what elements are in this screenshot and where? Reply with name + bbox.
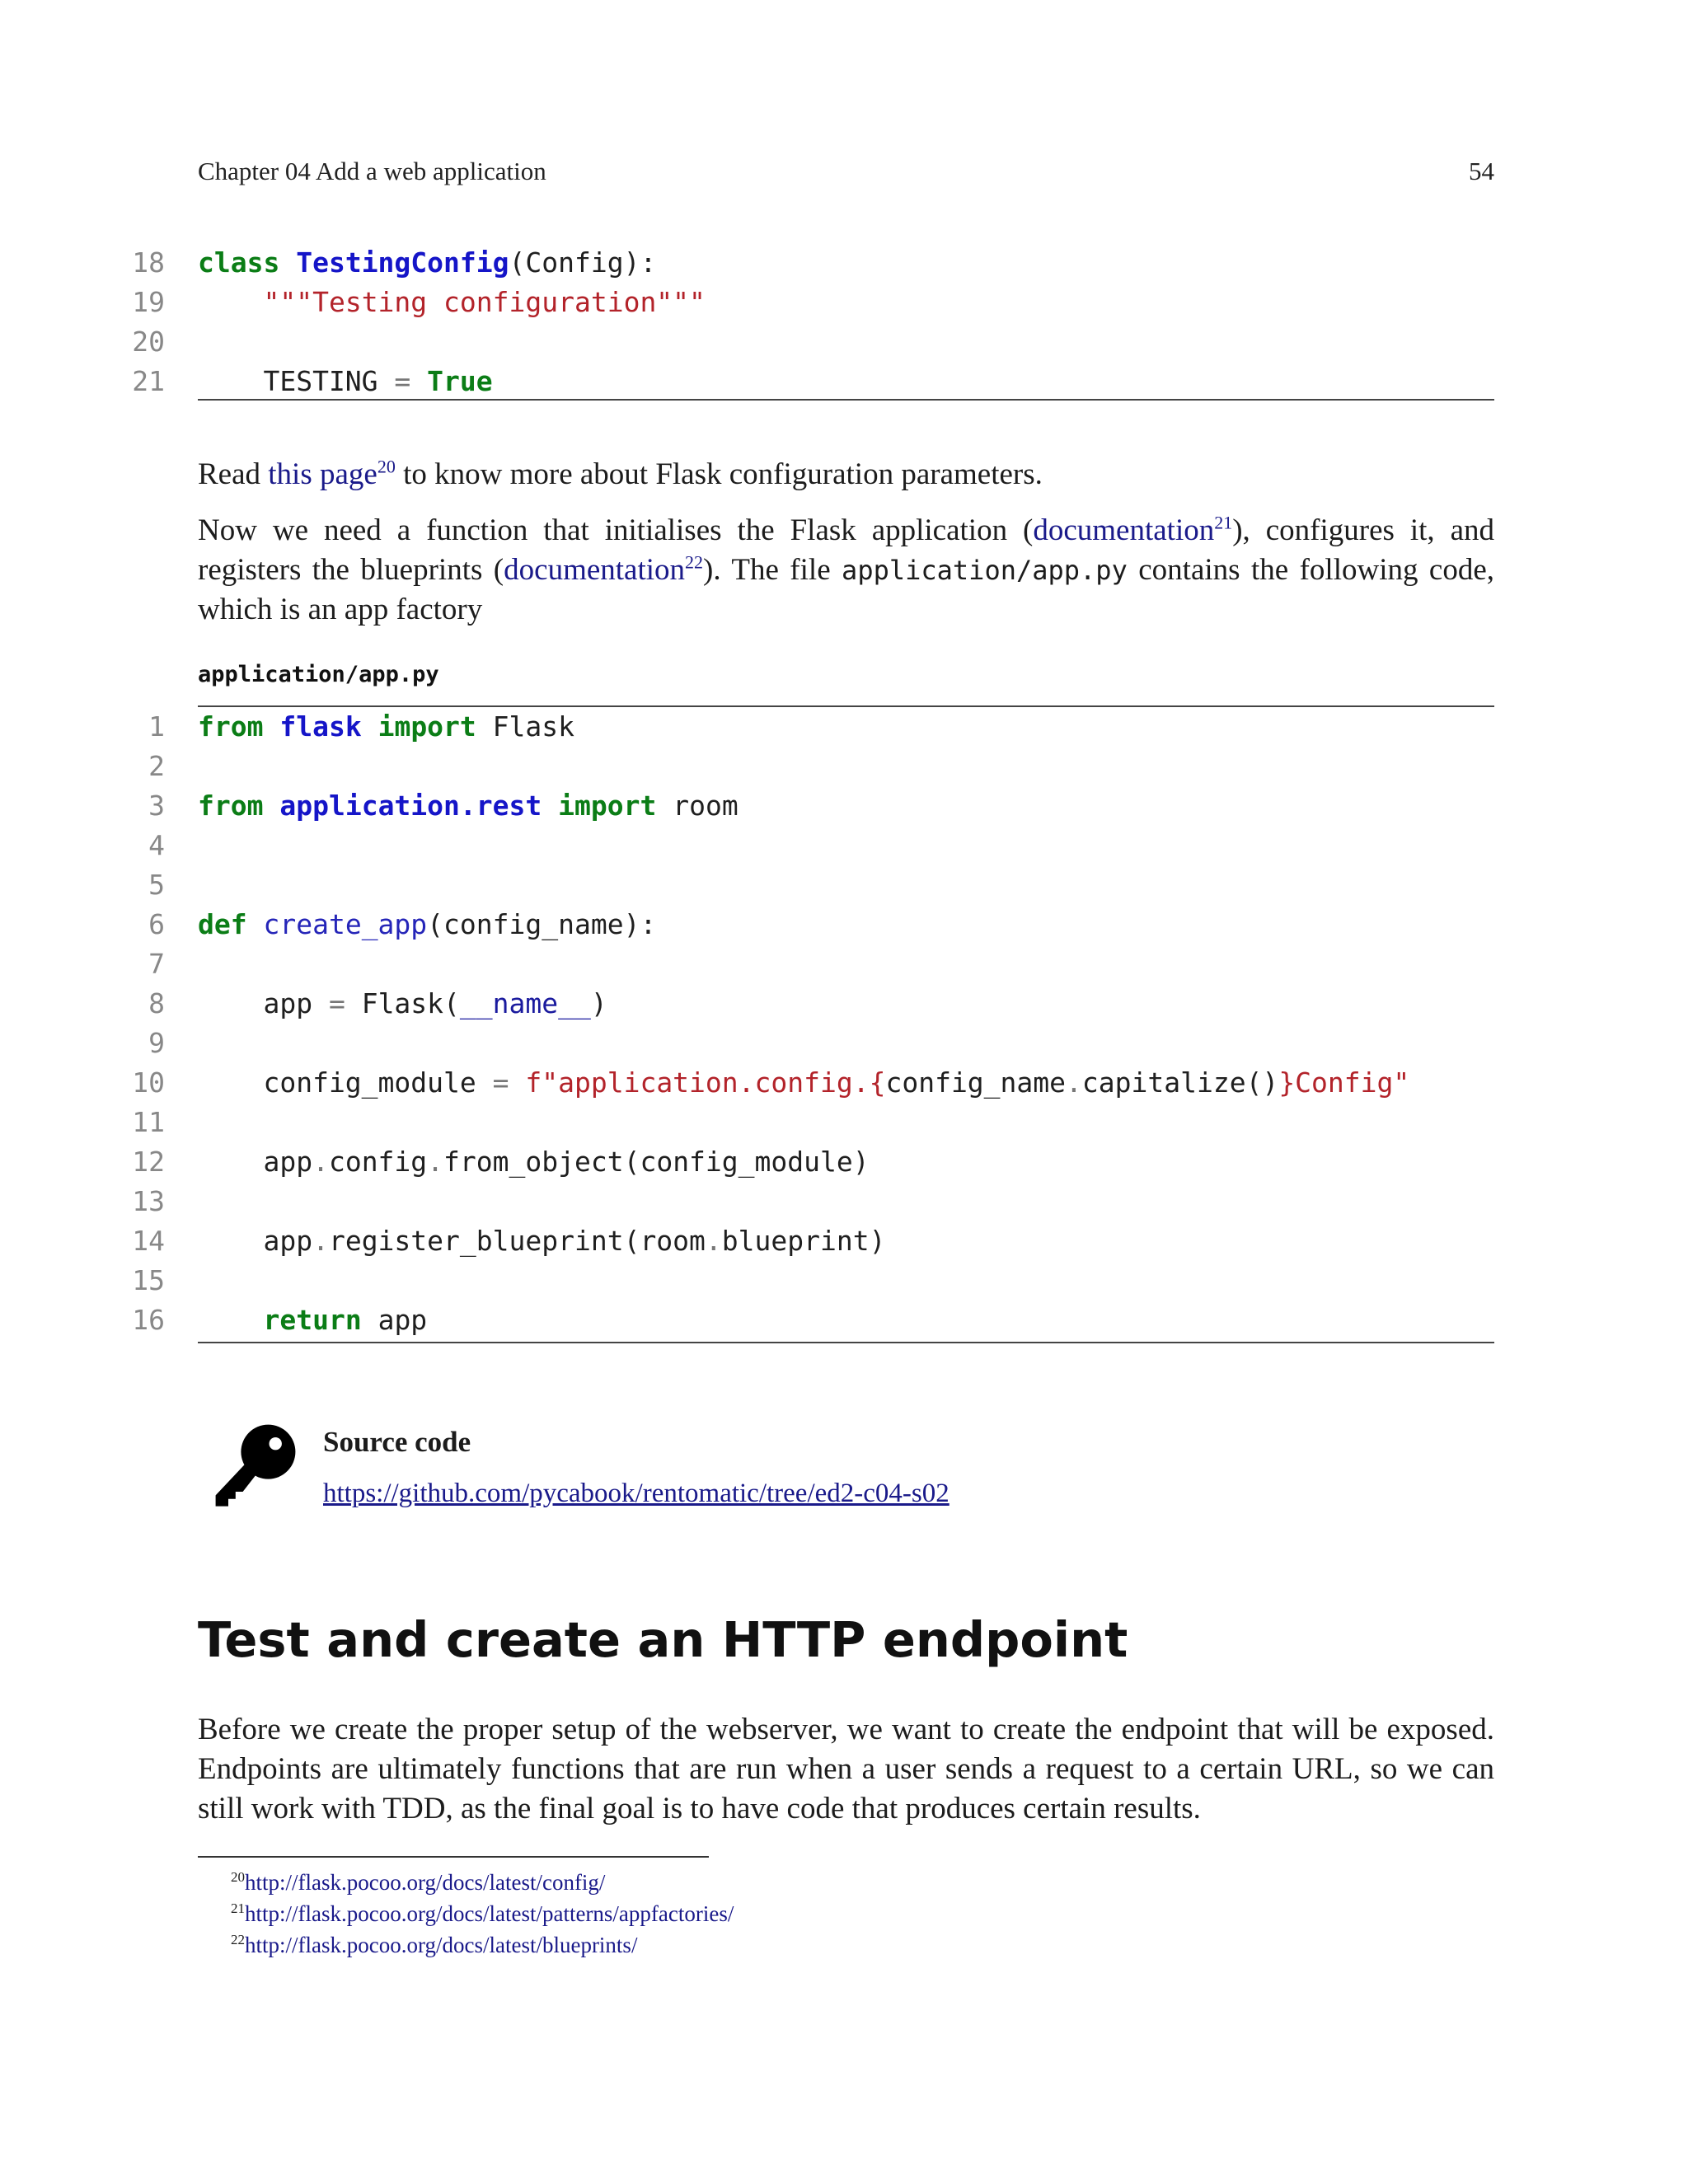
line-number: 19 bbox=[132, 286, 165, 318]
footnote-item bbox=[231, 1927, 734, 1958]
footnote-item bbox=[231, 1896, 734, 1927]
code-line bbox=[124, 1024, 1494, 1063]
line-number: 8 bbox=[148, 987, 165, 1019]
source-code-link[interactable]: https://github.com/pycabook/rentomatic/tree/ed2-c04-s02 bbox=[323, 1479, 950, 1508]
code-line bbox=[124, 322, 1494, 362]
line-number: 18 bbox=[132, 246, 165, 279]
line-number: 11 bbox=[132, 1106, 165, 1138]
code-line bbox=[124, 1221, 1494, 1261]
footnote-item bbox=[231, 1864, 734, 1896]
code-block-testing-config bbox=[124, 243, 1494, 401]
line-number: 20 bbox=[132, 326, 165, 358]
line-number: 12 bbox=[132, 1146, 165, 1178]
line-number: 9 bbox=[148, 1027, 165, 1059]
code-text: class TestingConfig(Config): bbox=[198, 246, 657, 279]
code-line bbox=[124, 747, 1494, 786]
footnote-number: 22 bbox=[231, 1932, 245, 1947]
line-number: 5 bbox=[148, 869, 165, 901]
line-number: 21 bbox=[132, 365, 165, 397]
key-icon bbox=[210, 1419, 301, 1510]
code-line bbox=[124, 905, 1494, 944]
code-line bbox=[124, 826, 1494, 865]
code-text: return app bbox=[263, 1304, 428, 1336]
code-text: def create_app(config_name): bbox=[198, 908, 657, 940]
code-line bbox=[124, 865, 1494, 905]
footnote-link[interactable]: http://flask.pocoo.org/docs/latest/blueprints/ bbox=[245, 1933, 638, 1957]
code-line bbox=[124, 984, 1494, 1024]
line-number: 14 bbox=[132, 1225, 165, 1257]
code-line bbox=[124, 707, 1494, 747]
code-text: from application.rest import room bbox=[198, 790, 738, 822]
footnote-link[interactable]: http://flask.pocoo.org/docs/latest/patterns/appfactories/ bbox=[245, 1901, 734, 1926]
code-text: from flask import Flask bbox=[198, 710, 575, 743]
code-filename: application/app.py bbox=[198, 662, 439, 687]
footnote-link[interactable]: http://flask.pocoo.org/docs/latest/config/ bbox=[245, 1870, 606, 1895]
this-page-link[interactable]: this page bbox=[268, 457, 377, 491]
documentation-link-2[interactable]: documentation bbox=[504, 553, 686, 587]
line-number: 13 bbox=[132, 1185, 165, 1217]
code-block-bottom-rule bbox=[198, 399, 1494, 401]
code-text: app = Flask(__name__) bbox=[198, 987, 607, 1019]
line-number: 6 bbox=[148, 908, 165, 940]
footnote-ref[interactable]: 21 bbox=[1214, 512, 1233, 533]
footnote-ref[interactable]: 20 bbox=[377, 456, 396, 477]
inline-code: application/app.py bbox=[842, 555, 1128, 586]
paragraph-app-factory: Now we need a function that initialises the Flask application (documentation$^{21}$), configures it, and registers the blueprints (documentation$^{22}$). The file application/app.py contains the following code, which is an app factory bbox=[198, 512, 1495, 626]
footnote-number: 21 bbox=[231, 1900, 245, 1916]
code-text: config_module = f"application.config.{config_name.capitalize()}Config" bbox=[198, 1066, 1410, 1099]
line-number: 1 bbox=[148, 710, 165, 743]
code-text: """Testing configuration""" bbox=[263, 286, 706, 318]
source-code-title: Source code bbox=[323, 1426, 471, 1458]
code-line bbox=[124, 1142, 1494, 1182]
code-text: app.config.from_object(config_module) bbox=[198, 1146, 870, 1178]
footnote-rule bbox=[198, 1856, 709, 1858]
line-number: 4 bbox=[148, 829, 165, 861]
code-text: app.register_blueprint(room.blueprint) bbox=[198, 1225, 886, 1257]
chapter-title: Chapter 04 Add a web application bbox=[198, 157, 546, 185]
section-paragraph: Before we create the proper setup of the webserver, we want to create the endpoint that will be exposed. Endpoints are ultimately functions that are run when a user sends a request to a certain URL, so we can still work with TDD, as the final goal is to have code that produces certain results. bbox=[198, 1713, 1494, 1825]
code-line bbox=[124, 283, 1494, 322]
page-header bbox=[198, 157, 1494, 190]
footnote-ref[interactable]: 22 bbox=[685, 551, 704, 573]
code-line bbox=[124, 1103, 1494, 1142]
line-number: 7 bbox=[148, 948, 165, 980]
page-number: 54 bbox=[1469, 157, 1494, 185]
code-text: TESTING = True bbox=[198, 365, 493, 397]
code-line bbox=[124, 1301, 1494, 1340]
code-line bbox=[124, 362, 1494, 401]
paragraph-config-link: Read this page$^{20}$ to know more about Flask configuration parameters. bbox=[198, 456, 1043, 491]
code-block-bottom-rule bbox=[198, 1342, 1494, 1343]
code-line bbox=[124, 944, 1494, 984]
line-number: 10 bbox=[132, 1066, 165, 1099]
code-line bbox=[124, 243, 1494, 283]
footnotes bbox=[231, 1864, 734, 1958]
section-heading: Test and create an HTTP endpoint bbox=[198, 1611, 1128, 1668]
line-number: 2 bbox=[148, 750, 165, 782]
documentation-link-1[interactable]: documentation bbox=[1033, 513, 1215, 547]
line-number: 15 bbox=[132, 1264, 165, 1296]
code-line bbox=[124, 1182, 1494, 1221]
line-number: 3 bbox=[148, 790, 165, 822]
code-line bbox=[124, 1261, 1494, 1301]
code-line bbox=[124, 786, 1494, 826]
code-block-app-factory bbox=[124, 707, 1494, 1340]
line-number: 16 bbox=[132, 1304, 165, 1336]
footnote-number: 20 bbox=[231, 1869, 245, 1885]
code-line bbox=[124, 1063, 1494, 1103]
